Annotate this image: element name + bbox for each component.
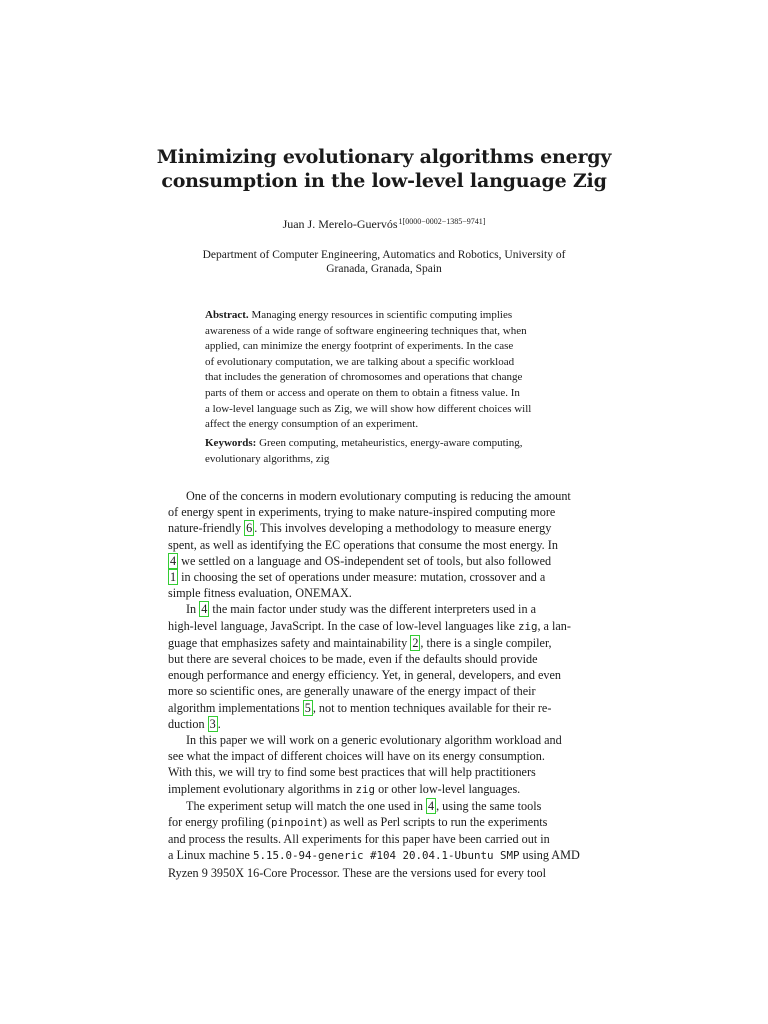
body-text-span: , a lan- xyxy=(537,618,571,633)
citation-link[interactable]: 4 xyxy=(170,553,177,568)
body-line: With this, we will try to find some best practices that will help practitioners xyxy=(168,765,536,780)
body-text-span: in choosing the set of operations under measure: mutation, crossover and a xyxy=(178,570,546,585)
abstract-text: Managing energy resources in scientific computing implies xyxy=(248,309,513,321)
title-line-2: consumption in the low-level language Zig xyxy=(161,170,607,192)
keywords-label: Keywords: xyxy=(205,437,257,449)
affiliation xyxy=(0,248,768,276)
abstract-line: parts of them or access and operate on them to obtain a fitness value. In xyxy=(205,386,520,399)
body-line: of energy spent in experiments, trying to make nature-inspired computing more xyxy=(168,505,556,520)
body-text-span: , not to mention techniques available for their re- xyxy=(312,700,552,715)
body-text-span: we settled on a language and OS-independent set of tools, but also followed xyxy=(178,553,552,568)
abstract-line: that includes the generation of chromosomes and operations that change xyxy=(205,371,523,384)
body-line xyxy=(168,635,603,651)
code-zig: zig xyxy=(517,619,538,633)
body-line: spent, as well as identifying the EC operations that consume the most energy. In xyxy=(168,537,558,552)
body-line: Ryzen 9 3950X 16-Core Processor. These are the versions used for every tool xyxy=(168,865,547,880)
paper-title xyxy=(0,145,768,193)
author-line xyxy=(0,217,768,232)
citation-link[interactable]: 2 xyxy=(412,635,419,650)
body-line: In this paper we will work on a generic evolutionary algorithm workload and xyxy=(186,733,562,748)
body-line: enough performance and energy efficiency. Yet, in general, developers, and even xyxy=(168,668,562,683)
author-name: Juan J. Merelo-Guervós xyxy=(282,217,398,231)
affiliation-line-2: Granada, Granada, Spain xyxy=(326,263,442,275)
body-text-span: , there is a single compiler, xyxy=(420,635,552,650)
body-line: One of the concerns in modern evolutionary computing is reducing the amount xyxy=(186,489,571,503)
abstract-line: awareness of a wide range of software engineering techniques that, when xyxy=(205,324,527,337)
abstract-line xyxy=(205,308,575,324)
body-text-span: a Linux machine xyxy=(168,848,253,863)
citation-link[interactable]: 6 xyxy=(246,521,253,536)
body-line xyxy=(168,781,603,798)
body-text-span: for energy profiling ( xyxy=(168,815,271,830)
code-kernel-version: 5.15.0-94-generic #104 20.04.1-Ubuntu SMP xyxy=(252,849,520,863)
body-text-span: using AMD xyxy=(519,848,580,863)
body-text-span: or other low-level languages. xyxy=(375,781,521,796)
body-line xyxy=(168,601,603,617)
abstract xyxy=(205,308,575,433)
abstract-line: of evolutionary computation, we are talking about a specific workload xyxy=(205,355,515,368)
affiliation-line-1: Department of Computer Engineering, Automatics and Robotics, University of xyxy=(202,249,566,261)
body-line xyxy=(168,798,603,814)
body-line xyxy=(168,618,603,635)
body-text xyxy=(168,488,603,881)
body-line: see what the impact of different choices will have on its energy consumption. xyxy=(168,749,545,764)
keywords-text: Green computing, metaheuristics, energy-aware computing, xyxy=(256,437,523,449)
citation-link[interactable]: 4 xyxy=(201,602,208,617)
body-line: simple fitness evaluation, ONEMAX. xyxy=(168,586,352,601)
body-line xyxy=(168,520,603,536)
body-line: and process the results. All experiments for this paper have been carried out in xyxy=(168,832,550,847)
abstract-label: Abstract. xyxy=(205,309,249,321)
citation-link[interactable]: 4 xyxy=(427,798,435,813)
author-orcid: 1[0000−0002−1385−9741] xyxy=(398,217,486,226)
citation-link[interactable]: 5 xyxy=(304,700,311,715)
keywords xyxy=(205,436,575,467)
body-line xyxy=(168,569,603,585)
body-text-span: high-level language, JavaScript. In the case of low-level languages like xyxy=(168,618,518,633)
title-line-1: Minimizing evolutionary algorithms energy xyxy=(156,146,612,168)
body-text-span: nature-friendly xyxy=(168,521,245,536)
body-line xyxy=(168,553,603,569)
abstract-line: applied, can minimize the energy footprint of experiments. In the case xyxy=(205,340,514,353)
body-line xyxy=(168,847,603,864)
body-text-span: ) as well as Perl scripts to run the experiments xyxy=(323,815,548,830)
body-line xyxy=(168,700,603,716)
code-zig: zig xyxy=(355,782,376,796)
keywords-line: evolutionary algorithms, zig xyxy=(205,452,330,465)
body-text-span: the main factor under study was the different interpreters used in a xyxy=(209,602,536,617)
body-text-span: duction xyxy=(168,716,208,731)
citation-link[interactable]: 3 xyxy=(209,716,216,731)
body-line: but there are several choices to be made, even if the defaults should provide xyxy=(168,652,538,667)
body-line xyxy=(168,814,603,831)
body-text-span: . xyxy=(217,716,221,731)
body-text-span: The experiment setup will match the one used in xyxy=(186,798,426,813)
citation-link[interactable]: 1 xyxy=(170,570,177,585)
abstract-line: affect the energy consumption of an experiment. xyxy=(205,418,419,431)
body-line: more so scientific ones, are generally unaware of the energy impact of their xyxy=(168,684,536,699)
body-text-span: . This involves developing a methodology to measure energy xyxy=(254,521,552,536)
body-text-span: algorithm implementations xyxy=(168,700,303,715)
abstract-line: a low-level language such as Zig, we will show how different choices will xyxy=(205,402,532,415)
code-pinpoint: pinpoint xyxy=(271,816,324,830)
body-text-span: In xyxy=(186,602,200,617)
keywords-line xyxy=(205,436,575,452)
body-line xyxy=(168,716,603,732)
body-text-span: , using the same tools xyxy=(436,798,542,813)
body-text-span: guage that emphasizes safety and maintainability xyxy=(168,635,411,650)
body-text-span: implement evolutionary algorithms in xyxy=(168,781,356,796)
